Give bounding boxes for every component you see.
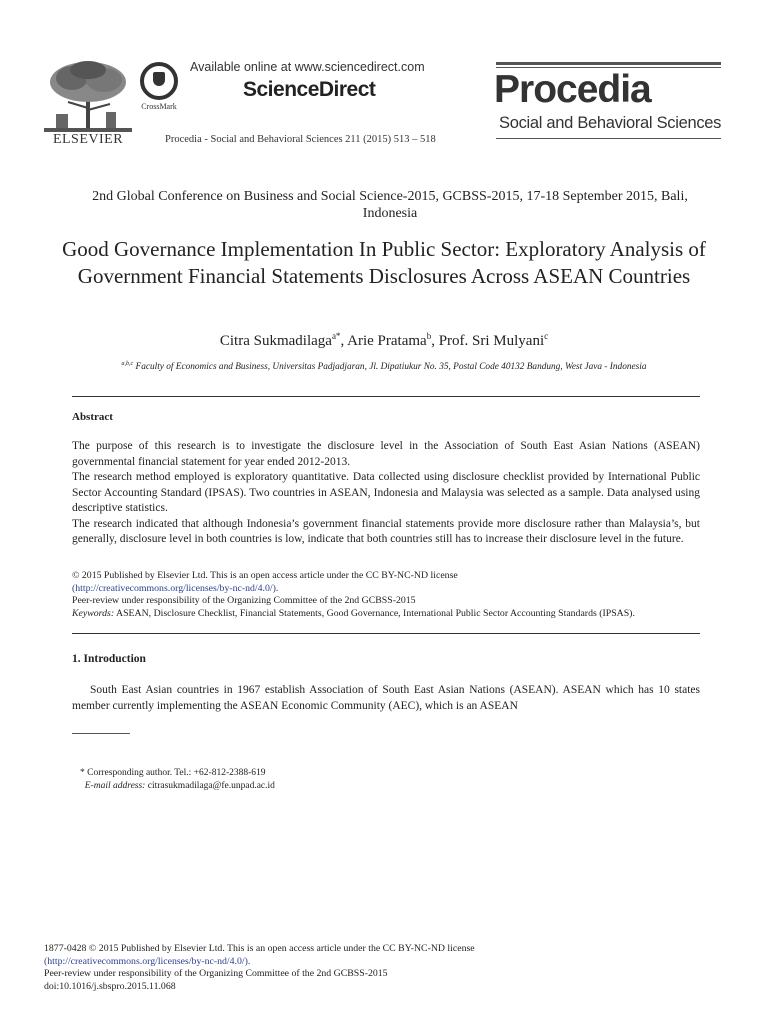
- crossmark-icon: [140, 62, 178, 100]
- crossmark-label: CrossMark: [141, 102, 177, 111]
- crossmark-badge[interactable]: [136, 62, 182, 110]
- doi-line[interactable]: doi:10.1016/j.sbspro.2015.11.068: [44, 980, 176, 992]
- author-name: Prof. Sri Mulyani: [438, 333, 545, 349]
- peer-review-line: Peer-review under responsibility of the Organizing Committee of the 2nd GCBSS-2015: [72, 595, 416, 606]
- abstract-paragraph: The purpose of this research is to investigate the disclosure level in the Association of South East Asian Nations (ASEAN) governmental financial statement for year ended 2012-2013.: [72, 440, 700, 468]
- introduction-text: South East Asian countries in 1967 establish Association of South East Asian Nations (ASEAN). ASEAN which has 10 states member currently implementing the ASEAN Economic Community (AEC), which is an ASEAN: [72, 684, 700, 712]
- abstract-body: [72, 439, 700, 548]
- paper-title: Good Governance Implementation In Public Sector: Exploratory Analysis of Government Financial Statements Disclosures Across ASEAN Countries: [62, 237, 706, 288]
- issn-line: 1877-0428 © 2015 Published by Elsevier Ltd. This is an open access article under the CC BY-NC-ND license: [44, 943, 475, 954]
- abstract-top-rule: [72, 396, 700, 397]
- license-link[interactable]: (http://creativecommons.org/licenses/by-nc-nd/4.0/).: [72, 582, 279, 594]
- introduction-heading: 1. Introduction: [72, 653, 146, 665]
- author-name: Citra Sukmadilaga: [219, 333, 332, 349]
- email-address[interactable]: citrasukmadilaga@fe.unpad.ac.id: [147, 781, 275, 791]
- abstract-paragraph: The research indicated that although Indonesia’s government financial statements provide more disclosure rather than Malaysia’s, but generally, disclosure level in both countries is low, indicate that both countries still has to increase their disclosure level in the future.: [72, 517, 700, 545]
- sciencedirect-logo: ScienceDirect: [243, 78, 376, 101]
- author-list: [60, 331, 708, 350]
- abstract-paragraph: The research method employed is exploratory quantitative. Data collected using disclosure checklist provided by International Public Sector Accounting Standard (IPSAS). Two countries in ASEAN, Indonesia and Malaysia was selected as a sample. Data analysed using descriptive statistics.: [72, 471, 700, 514]
- procedia-subtitle: Social and Behavioral Sciences: [499, 114, 722, 132]
- author-separator: ,: [340, 333, 348, 349]
- affiliation-text: Faculty of Economics and Business, Universitas Padjadjaran, Jl. Dipatiukur No. 35, Postal Code 40132 Bandung, West Java - Indonesia: [135, 362, 647, 373]
- keywords-label: Keywords:: [72, 607, 115, 619]
- elsevier-wordmark: ELSEVIER: [52, 132, 124, 147]
- affiliation-mark: a,b,c: [121, 361, 134, 367]
- procedia-rule: [496, 138, 721, 139]
- email-line: [80, 780, 275, 793]
- procedia-rule: [496, 62, 721, 65]
- footer-peer-review: Peer-review under responsibility of the Organizing Committee of the 2nd GCBSS-2015: [44, 968, 388, 979]
- footer-license-link[interactable]: (http://creativecommons.org/licenses/by-nc-nd/4.0/).: [44, 955, 251, 967]
- corresponding-author: * Corresponding author. Tel.: +62-812-2388-619: [80, 768, 266, 778]
- copyright-line: © 2015 Published by Elsevier Ltd. This is an open access article under the CC BY-NC-ND license: [72, 570, 458, 581]
- author-name: Arie Pratama: [347, 333, 427, 349]
- abstract-bottom-rule: [72, 633, 700, 634]
- author-affiliation-mark: a*: [331, 331, 341, 341]
- procedia-title: Procedia: [494, 68, 651, 111]
- footnote: [80, 767, 275, 793]
- available-online-text: Available online at www.sciencedirect.com: [190, 60, 425, 74]
- email-label: E-mail address:: [84, 781, 146, 791]
- keywords-text: ASEAN, Disclosure Checklist, Financial Statements, Good Governance, International Public Sector Accounting Standards (IPSAS).: [116, 607, 635, 619]
- footnote-rule: [72, 733, 130, 734]
- author-separator: ,: [431, 333, 439, 349]
- page-footer: [44, 943, 644, 993]
- author-affiliation-mark: b: [426, 331, 432, 341]
- journal-reference: Procedia - Social and Behavioral Sciences 211 (2015) 513 – 518: [165, 134, 436, 145]
- conference-line: 2nd Global Conference on Business and Social Science-2015, GCBSS-2015, 17-18 September 2015, Bali, Indonesia: [92, 189, 688, 221]
- affiliation: [60, 361, 708, 372]
- author-affiliation-mark: c: [544, 331, 549, 341]
- keywords-line: [72, 608, 700, 621]
- abstract-heading: Abstract: [72, 411, 113, 423]
- license-block: [72, 570, 700, 620]
